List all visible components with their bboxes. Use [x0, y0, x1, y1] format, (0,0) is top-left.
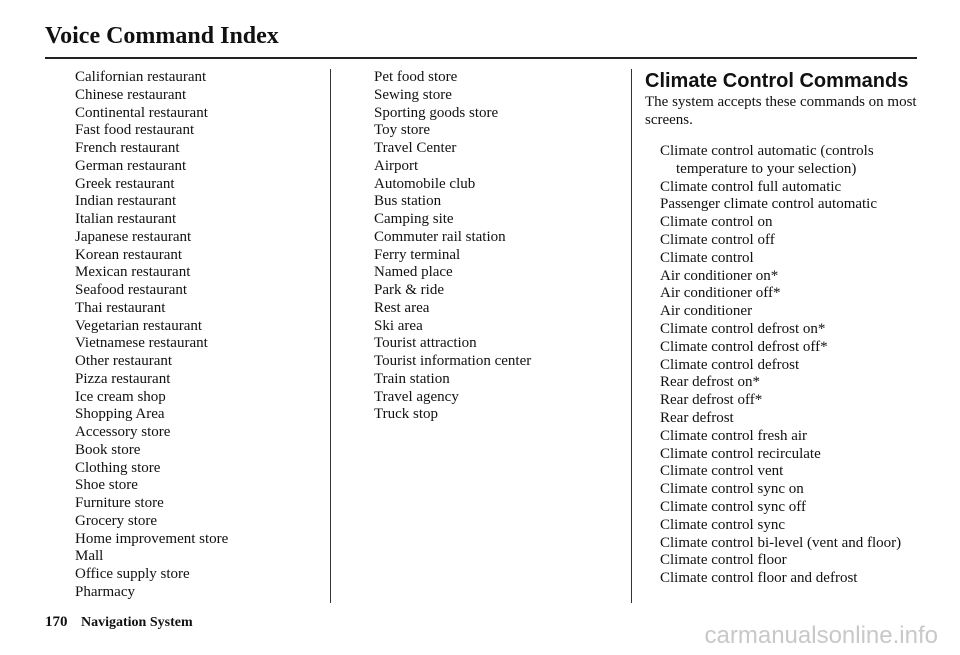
- footer-section-title: Navigation System: [81, 615, 193, 630]
- list-item: Ferry terminal: [374, 246, 461, 263]
- list-item: Climate control floor: [660, 552, 787, 569]
- list-item: Pharmacy: [75, 583, 135, 600]
- list-item: Climate control full automatic: [660, 178, 842, 195]
- section-intro: The system accepts these commands on most screens.: [645, 94, 917, 128]
- list-item: Travel Center: [374, 140, 457, 156]
- title-divider: [45, 57, 917, 59]
- list-item: Sporting goods store: [374, 104, 499, 121]
- list-item: Climate control defrost off*: [660, 338, 828, 355]
- list-item: Chinese restaurant: [75, 86, 187, 103]
- list-item: Named place: [374, 264, 453, 281]
- list-item: Climate control vent: [660, 463, 784, 480]
- list-item: Shoe store: [75, 477, 138, 494]
- list-item: Rear defrost on*: [660, 374, 760, 391]
- list-item: Greek restaurant: [75, 175, 175, 192]
- list-item: Other restaurant: [75, 353, 173, 369]
- list-item: Ski area: [374, 317, 423, 334]
- list-item: Air conditioner: [660, 303, 753, 320]
- climate-command-list: [660, 143, 940, 588]
- list-item: Vegetarian restaurant: [75, 317, 203, 334]
- list-item: Home improvement store: [75, 530, 229, 547]
- list-item: Tourist attraction: [374, 335, 477, 352]
- list-item: Air conditioner off*: [660, 285, 781, 302]
- list-item: Climate control off: [660, 231, 775, 248]
- command-list-column-1: [75, 69, 325, 602]
- page-title: Voice Command Index: [45, 23, 279, 49]
- list-item: Sewing store: [374, 86, 452, 103]
- list-item: Korean restaurant: [75, 246, 183, 263]
- list-item: Climate control bi-level (vent and floor): [660, 534, 902, 551]
- list-item: Climate control sync on: [660, 481, 804, 498]
- list-item: Climate control fresh air: [660, 427, 808, 444]
- list-item: Climate control recirculate: [660, 445, 821, 462]
- list-item: Commuter rail station: [374, 228, 506, 245]
- list-item: Seafood restaurant: [75, 282, 188, 298]
- list-item: Toy store: [374, 122, 431, 139]
- list-item: German restaurant: [75, 157, 187, 174]
- page-number: 170: [45, 614, 68, 630]
- list-item: Air conditioner on*: [660, 267, 779, 284]
- list-item: Thai restaurant: [75, 299, 166, 316]
- column-divider: [330, 69, 331, 603]
- list-item: Rear defrost off*: [660, 392, 763, 409]
- column-divider: [631, 69, 632, 603]
- list-item: Automobile club: [374, 175, 476, 192]
- list-item: Continental restaurant: [75, 104, 208, 121]
- list-item: Camping site: [374, 211, 454, 227]
- list-item: Pet food store: [374, 69, 458, 85]
- list-item: Californian restaurant: [75, 69, 207, 85]
- list-item: Rest area: [374, 299, 430, 316]
- list-item: Accessory store: [75, 424, 171, 440]
- list-item: Mall: [75, 548, 104, 565]
- list-item: Italian restaurant: [75, 211, 177, 227]
- list-item: Climate control sync off: [660, 498, 806, 515]
- list-item: Climate control defrost on*: [660, 320, 826, 337]
- list-item: Park & ride: [374, 282, 444, 298]
- list-item: Indian restaurant: [75, 193, 177, 210]
- list-item: Japanese restaurant: [75, 228, 192, 245]
- list-item: Truck stop: [374, 406, 439, 423]
- list-item: Rear defrost: [660, 409, 734, 426]
- list-item: Vietnamese restaurant: [75, 335, 208, 352]
- list-item: Mexican restaurant: [75, 264, 191, 281]
- list-item: Travel agency: [374, 388, 459, 405]
- list-item: Grocery store: [75, 512, 158, 529]
- list-item: Climate control automatic (controls temperature to your selection): [660, 143, 874, 177]
- list-item: Climate control on: [660, 214, 773, 231]
- list-item: Fast food restaurant: [75, 122, 195, 139]
- list-item: French restaurant: [75, 140, 180, 156]
- list-item: Climate control defrost: [660, 356, 800, 373]
- list-item: Bus station: [374, 193, 442, 210]
- list-item: Shopping Area: [75, 406, 165, 423]
- list-item: Passenger climate control automatic: [660, 196, 878, 213]
- list-item: Climate control: [660, 249, 754, 266]
- list-item: Clothing store: [75, 459, 161, 476]
- list-item: Office supply store: [75, 566, 190, 582]
- section-heading: Climate Control Commands: [645, 70, 909, 92]
- list-item: Airport: [374, 157, 419, 174]
- list-item: Ice cream shop: [75, 388, 166, 405]
- list-item: Furniture store: [75, 495, 164, 511]
- list-item: Pizza restaurant: [75, 370, 171, 387]
- list-item: Train station: [374, 370, 450, 387]
- list-item: Book store: [75, 441, 141, 458]
- page-footer: [45, 613, 193, 632]
- command-list-column-2: [374, 69, 624, 424]
- watermark: carmanualsonline.info: [704, 622, 938, 649]
- list-item: Climate control floor and defrost: [660, 570, 858, 587]
- list-item: Tourist information center: [374, 353, 532, 369]
- list-item: Climate control sync: [660, 516, 785, 533]
